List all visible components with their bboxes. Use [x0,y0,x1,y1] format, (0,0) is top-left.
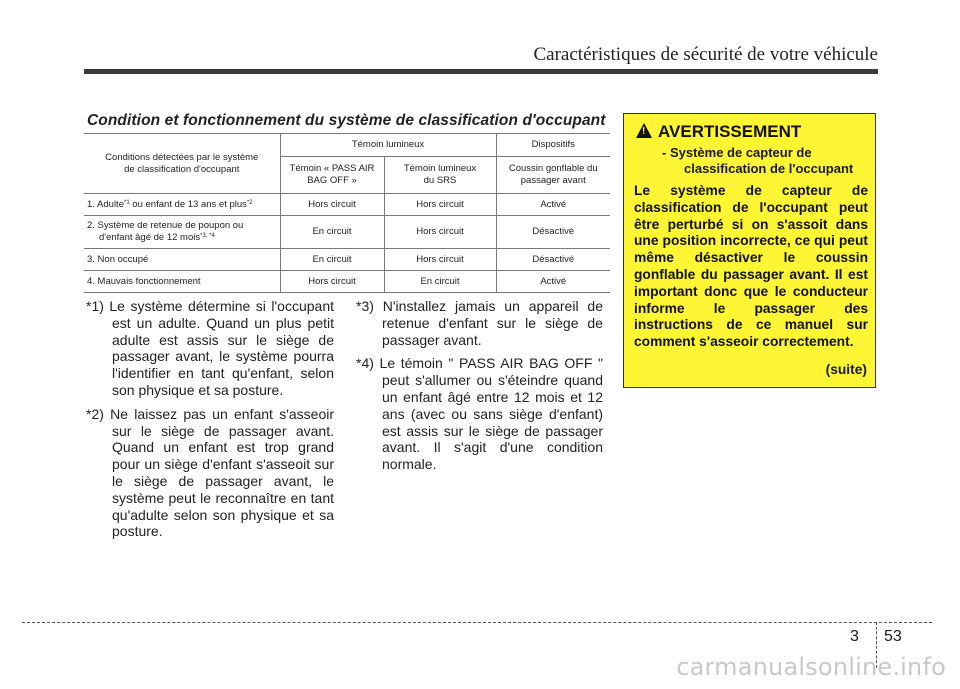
table-row [84,249,610,271]
warning-body: Le système de capteur de classification de l'occupant peut être perturbé si on s'assoit dans une position incorrecte, ce qui peut même désactiver le coussin gonflable du passager avant. Il est important donc que le conducteur informe le passager des instructions de ce manuel sur comment s'asseoir correctement. [634,183,868,350]
occupant-classification-table [84,133,610,293]
warning-triangle-icon: ! [636,123,652,138]
srs-cell: Hors circuit [384,194,496,216]
table-row [84,271,610,293]
header-rule [84,69,878,74]
coussin-cell: Activé [496,194,610,216]
warning-box [623,113,876,388]
coussin-cell: Activé [496,271,610,293]
footnotes-left [86,298,334,547]
pass-air-cell: En circuit [280,249,384,271]
header-title: Caractéristiques de sécurité de votre véhicule [533,44,878,65]
warning-subtitle: - Système de capteur de classification de l'occupant [662,145,854,176]
header-conditions: Conditions détectées par le système de classification d'occupant [84,134,280,194]
table-row [84,216,610,249]
footer-rule [22,622,932,623]
watermark: carmanualsonline.info [676,653,946,681]
footnote-3: *3) N'installez jamais un appareil de retenue d'enfant sur le siège de passager avant. [356,298,603,348]
srs-cell: Hors circuit [384,216,496,249]
section-title: Condition et fonctionnement du système de classification d'occupant [87,112,606,129]
condition-cell: 1. Adulte$^{*1}$ ou enfant de 13 ans et plus$^{*2}$ [84,194,280,216]
header-srs: Témoin lumineux du SRS [384,157,496,194]
footnote-1: *1) Le système détermine si l'occupant est un adulte. Quand un plus petit adulte est assis sur le siège de passager avant, le système pourra l'identifier en tant qu'enfant, selon son physique et sa posture. [86,298,334,398]
condition-cell: 4. Mauvais fonctionnement [84,271,280,293]
section-number: 3 [850,628,859,645]
page-number: 53 [884,628,902,645]
header-temoin: Témoin lumineux [280,134,496,157]
warning-continued: (suite) [825,362,867,377]
coussin-cell: Désactivé [496,249,610,271]
pass-air-cell: En circuit [280,216,384,249]
footnotes-right [356,298,603,480]
warning-heading: ! AVERTISSEMENT [636,122,801,142]
header-dispositifs: Dispositifs [496,134,610,157]
footnote-2: *2) Ne laissez pas un enfant s'asseoir sur le siège de passager avant. Quand un enfant est trop grand pour un siège d'enfant s'asseoit sur le siège de passager avant, le système peut le reconnaître en tant qu'adulte selon son physique et sa posture. [86,405,334,540]
pass-air-cell: Hors circuit [280,194,384,216]
srs-cell: Hors circuit [384,249,496,271]
header-coussin: Coussin gonflable du passager avant [496,157,610,194]
footnote-4: *4) Le témoin " PASS AIR BAG OFF " peut s'allumer ou s'éteindre quand un enfant âgé entre 12 mois et 12 ans (avec ou sans siège d'enfant) est assis sur le siège de passager avant. Il s'agit d'une condition normale. [356,355,603,473]
table-row [84,194,610,216]
header-pass-air: Témoin « PASS AIR BAG OFF » [280,157,384,194]
coussin-cell: Désactivé [496,216,610,249]
condition-cell: 2. Système de retenue de poupon ou d'enfant âgé de 12 mois$^{*3, *4}$ [84,216,280,249]
srs-cell: En circuit [384,271,496,293]
condition-cell: 3. Non occupé [84,249,280,271]
pass-air-cell: Hors circuit [280,271,384,293]
